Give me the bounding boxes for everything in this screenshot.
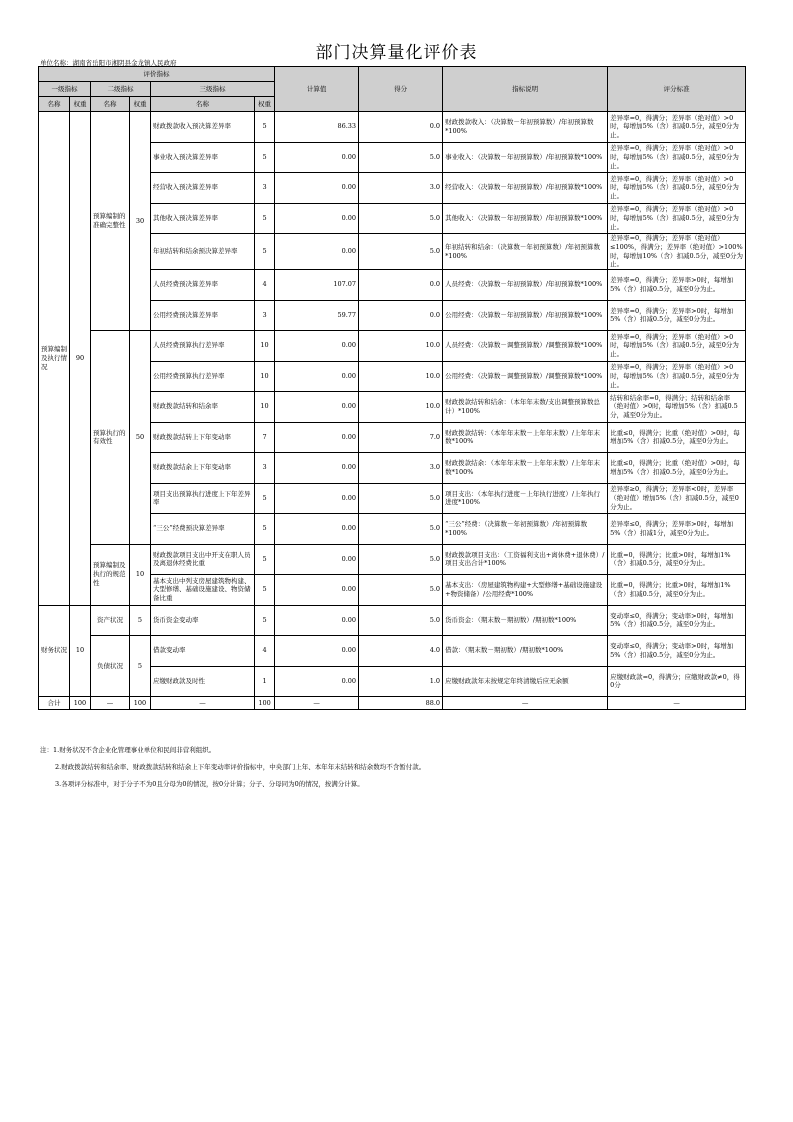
indicator-weight: 7 — [255, 422, 275, 453]
total-l1-weight: 100 — [70, 697, 91, 710]
indicator-description: 财政拨款项目支出：（工资福利支出+离休费+退休费）/项目支出合计*100% — [443, 544, 608, 575]
scoring-standard: 差异率=0，得满分；差异率（绝对值）>0时，每增加5%（含）扣减0.5分，减至0分为止。 — [608, 331, 746, 362]
scoring-standard: 差异率=0，得满分；差异率（绝对值）≤100%，得满分；差异率（绝对值）>100%时，每增加10%（含）扣减0.5分，减至0分为止。 — [608, 234, 746, 270]
indicator-name: 财政拨款结转上下年变动率 — [151, 422, 255, 453]
indicator-weight: 3 — [255, 173, 275, 204]
level2-name: 预算编制的准确完整性 — [91, 112, 130, 331]
score-value: 10.0 — [359, 331, 443, 362]
scoring-standard: 差异率=0，得满分；差异率（绝对值）>0时，每增加5%（含）扣减0.5分，减至0分为止。 — [608, 203, 746, 234]
total-label: 合计 — [39, 697, 70, 710]
footnotes — [40, 742, 425, 793]
scoring-standard: 差异率=0，得满分；差异率（绝对值）>0时，每增加5%（含）扣减0.5分，减至0分为止。 — [608, 173, 746, 204]
calc-value: 0.00 — [275, 331, 359, 362]
total-calc: — — [275, 697, 359, 710]
level2-name: 预算执行的有效性 — [91, 331, 130, 545]
indicator-description: 财政拨款结转：（本年年末数－上年年末数）/上年年末数*100% — [443, 422, 608, 453]
footnote: 3.各项评分标准中，对于分子不为0且分母为0的情况，按0分计算；分子、分母同为0的情况，按满分计算。 — [55, 780, 364, 788]
indicator-weight: 5 — [255, 203, 275, 234]
indicator-weight: 5 — [255, 514, 275, 545]
header-calc-value: 计算值 — [275, 67, 359, 112]
level2-name: 资产状况 — [91, 605, 130, 636]
scoring-standard: 结转和结余率=0，得满分；结转和结余率（绝对值）>0时，每增加5%（含）扣减0.5分，减至0分为止。 — [608, 392, 746, 423]
indicator-name: 财政拨款收入预决算差异率 — [151, 112, 255, 143]
calc-value: 0.00 — [275, 636, 359, 667]
score-value: 0.0 — [359, 112, 443, 143]
indicator-description: 货币资金：（期末数－期初数）/期初数*100% — [443, 605, 608, 636]
calc-value: 59.77 — [275, 300, 359, 331]
calc-value: 0.00 — [275, 234, 359, 270]
header-standard: 评分标准 — [608, 67, 746, 112]
calc-value: 0.00 — [275, 544, 359, 575]
score-value: 3.0 — [359, 173, 443, 204]
indicator-weight: 5 — [255, 575, 275, 606]
indicator-weight: 5 — [255, 483, 275, 514]
score-value: 3.0 — [359, 453, 443, 484]
score-value: 0.0 — [359, 300, 443, 331]
score-value: 5.0 — [359, 483, 443, 514]
indicator-description: 事业收入：（决算数－年初预算数）/年初预算数*100% — [443, 142, 608, 173]
scoring-standard: 变动率≤0，得满分；变动率>0时，每增加5%（含）扣减0.5分，减至0分为止。 — [608, 636, 746, 667]
indicator-description: “三公”经费：（决算数－年初预算数）/年初预算数*100% — [443, 514, 608, 545]
header-l3-name: 名称 — [151, 97, 255, 112]
level2-weight: 10 — [130, 544, 151, 605]
table-row — [39, 112, 746, 143]
indicator-description: 人员经费：（决算数－调整预算数）/调整预算数*100% — [443, 331, 608, 362]
indicator-name: 财政拨款结转和结余率 — [151, 392, 255, 423]
indicator-name: 应缴财政款及时性 — [151, 666, 255, 697]
scoring-standard: 应缴财政款=0，得满分；应缴财政款≠0，得0分 — [608, 666, 746, 697]
calc-value: 86.33 — [275, 112, 359, 143]
indicator-description: 财政拨款结余：（本年年末数－上年年末数）/上年年末数*100% — [443, 453, 608, 484]
score-value: 10.0 — [359, 392, 443, 423]
header-level1: 一级指标 — [39, 82, 91, 97]
indicator-name: 年初结转和结余预决算差异率 — [151, 234, 255, 270]
total-l2-weight: 100 — [130, 697, 151, 710]
indicator-weight: 1 — [255, 666, 275, 697]
table-row — [39, 544, 746, 575]
header-l2-weight: 权重 — [130, 97, 151, 112]
indicator-description: 年初结转和结余：（决算数－年初预算数）/年初预算数*100% — [443, 234, 608, 270]
level1-name: 财务状况 — [39, 605, 70, 697]
indicator-name: 财政拨款项目支出中开支在职人员及离退休经费比重 — [151, 544, 255, 575]
indicator-name: 人员经费预算执行差异率 — [151, 331, 255, 362]
score-value: 7.0 — [359, 422, 443, 453]
header-l3-weight: 权重 — [255, 97, 275, 112]
total-description: — — [443, 697, 608, 710]
level1-weight: 10 — [70, 605, 91, 697]
level2-name: 负债状况 — [91, 636, 130, 697]
score-value: 5.0 — [359, 575, 443, 606]
score-value: 5.0 — [359, 544, 443, 575]
calc-value: 107.07 — [275, 270, 359, 301]
scoring-standard: 差异率≤0，得满分；差异率>0时，每增加5%（含）扣减1分，减至0分为止。 — [608, 514, 746, 545]
calc-value: 0.00 — [275, 392, 359, 423]
footnote: 注：1.财务状况不含企业化管理事业单位和民间非营利组织。 — [40, 746, 216, 754]
calc-value: 0.00 — [275, 173, 359, 204]
table-row — [39, 636, 746, 667]
total-l3-name: — — [151, 697, 255, 710]
indicator-description: 公用经费：（决算数－调整预算数）/调整预算数*100% — [443, 361, 608, 392]
level1-name: 预算编制及执行情况 — [39, 112, 70, 606]
total-l2-name: — — [91, 697, 130, 710]
score-value: 5.0 — [359, 234, 443, 270]
calc-value: 0.00 — [275, 142, 359, 173]
indicator-name: 经营收入预决算差异率 — [151, 173, 255, 204]
footnote: 2.财政拨款结转和结余率、财政拨款结转和结余上下年变动率评价指标中，中央部门上年、本年年末结转和结余数均不含暂付款。 — [55, 763, 426, 771]
indicator-description: 基本支出：（房屋建筑物构建+大型修缮+基础设施建设+物资储备）/公用经费*100% — [443, 575, 608, 606]
calc-value: 0.00 — [275, 514, 359, 545]
calc-value: 0.00 — [275, 605, 359, 636]
calc-value: 0.00 — [275, 453, 359, 484]
header-level3: 三级指标 — [151, 82, 275, 97]
indicator-description: 财政拨款收入：（决算数－年初预算数）/年初预算数*100% — [443, 112, 608, 143]
calc-value: 0.00 — [275, 203, 359, 234]
header-eval-index: 评价指标 — [39, 67, 275, 82]
indicator-name: 项目支出预算执行进度上下年差异率 — [151, 483, 255, 514]
indicator-name: 财政拨款结余上下年变动率 — [151, 453, 255, 484]
scoring-standard: 差异率≥0，得满分；差异率<0时，差异率（绝对值）增加5%（含）扣减0.5分，减至0分为止。 — [608, 483, 746, 514]
page-title: 部门决算量化评价表 — [315, 43, 478, 63]
calc-value: 0.00 — [275, 361, 359, 392]
score-value: 5.0 — [359, 142, 443, 173]
level1-weight: 90 — [70, 112, 91, 606]
level2-weight: 5 — [130, 605, 151, 636]
level2-weight: 30 — [130, 112, 151, 331]
total-l3-weight: 100 — [255, 697, 275, 710]
indicator-name: “三公”经费预决算差异率 — [151, 514, 255, 545]
level2-weight: 5 — [130, 636, 151, 697]
total-row — [39, 697, 746, 710]
scoring-standard: 比重≤0，得满分；比重（绝对值）>0时，每增加5%（含）扣减0.5分，减至0分为止。 — [608, 453, 746, 484]
scoring-standard: 比重≤0，得满分；比重（绝对值）>0时，每增加5%（含）扣减0.5分，减至0分为止。 — [608, 422, 746, 453]
indicator-weight: 10 — [255, 392, 275, 423]
indicator-description: 借款：（期末数－期初数）/期初数*100% — [443, 636, 608, 667]
score-value: 0.0 — [359, 270, 443, 301]
scoring-standard: 差异率=0，得满分；差异率（绝对值）>0时，每增加5%（含）扣减0.5分，减至0分为止。 — [608, 361, 746, 392]
calc-value: 0.00 — [275, 575, 359, 606]
table-row — [39, 331, 746, 362]
indicator-name: 事业收入预决算差异率 — [151, 142, 255, 173]
scoring-standard: 比重=0，得满分；比重>0时，每增加1%（含）扣减0.5分，减至0分为止。 — [608, 544, 746, 575]
indicator-description: 其他收入：（决算数－年初预算数）/年初预算数*100% — [443, 203, 608, 234]
scoring-standard: 差异率=0，得满分；差异率（绝对值）>0时，每增加5%（含）扣减0.5分，减至0分为止。 — [608, 112, 746, 143]
indicator-description: 项目支出：（本年执行进度－上年执行进度）/上年执行进度*100% — [443, 483, 608, 514]
header-level2: 二级指标 — [91, 82, 151, 97]
indicator-name: 基本支出中列支房屋建筑物构建、大型修缮、基础设施建设、物资储备比重 — [151, 575, 255, 606]
score-value: 5.0 — [359, 203, 443, 234]
scoring-standard: 差异率=0，得满分；差异率>0时，每增加5%（含）扣减0.5分，减至0分为止。 — [608, 270, 746, 301]
score-value: 10.0 — [359, 361, 443, 392]
table-row — [39, 605, 746, 636]
indicator-weight: 3 — [255, 300, 275, 331]
indicator-description: 应缴财政款年末按规定年终清缴后应无余额 — [443, 666, 608, 697]
header-l1-name: 名称 — [39, 97, 70, 112]
header-score: 得分 — [359, 67, 443, 112]
header-l2-name: 名称 — [91, 97, 130, 112]
indicator-name: 其他收入预决算差异率 — [151, 203, 255, 234]
calc-value: 0.00 — [275, 483, 359, 514]
indicator-name: 货币资金变动率 — [151, 605, 255, 636]
calc-value: 0.00 — [275, 666, 359, 697]
indicator-weight: 4 — [255, 270, 275, 301]
score-value: 5.0 — [359, 514, 443, 545]
indicator-name: 人员经费预决算差异率 — [151, 270, 255, 301]
indicator-description: 公用经费：（决算数－年初预算数）/年初预算数*100% — [443, 300, 608, 331]
indicator-weight: 5 — [255, 142, 275, 173]
evaluation-table — [38, 66, 746, 710]
score-value: 4.0 — [359, 636, 443, 667]
calc-value: 0.00 — [275, 422, 359, 453]
indicator-description: 经营收入：（决算数－年初预算数）/年初预算数*100% — [443, 173, 608, 204]
header-description: 指标说明 — [443, 67, 608, 112]
total-standard: — — [608, 697, 746, 710]
scoring-standard: 变动率≤0，得满分；变动率>0时，每增加5%（含）扣减0.5分，减至0分为止。 — [608, 605, 746, 636]
level2-weight: 50 — [130, 331, 151, 545]
unit-name-label: 单位名称：湖南省岳阳市湘阴县金龙镇人民政府 — [40, 59, 177, 67]
scoring-standard: 差异率=0，得满分；差异率（绝对值）>0时，每增加5%（含）扣减0.5分，减至0分为止。 — [608, 142, 746, 173]
score-value: 5.0 — [359, 605, 443, 636]
indicator-name: 公用经费预决算差异率 — [151, 300, 255, 331]
indicator-weight: 10 — [255, 331, 275, 362]
scoring-standard: 比重=0，得满分；比重>0时，每增加1%（含）扣减0.5分，减至0分为止。 — [608, 575, 746, 606]
indicator-description: 财政拨款结转和结余：（本年年末数/支出调整预算数总计）*100% — [443, 392, 608, 423]
header-l1-weight: 权重 — [70, 97, 91, 112]
level2-name: 预算编制及执行的规范性 — [91, 544, 130, 605]
total-score: 88.0 — [359, 697, 443, 710]
indicator-weight: 10 — [255, 361, 275, 392]
score-value: 1.0 — [359, 666, 443, 697]
indicator-weight: 5 — [255, 605, 275, 636]
scoring-standard: 差异率=0，得满分；差异率>0时，每增加5%（含）扣减0.5分，减至0分为止。 — [608, 300, 746, 331]
indicator-name: 公用经费预算执行差异率 — [151, 361, 255, 392]
indicator-weight: 4 — [255, 636, 275, 667]
indicator-weight: 5 — [255, 112, 275, 143]
indicator-weight: 5 — [255, 234, 275, 270]
indicator-description: 人员经费：（决算数－年初预算数）/年初预算数*100% — [443, 270, 608, 301]
indicator-name: 借款变动率 — [151, 636, 255, 667]
indicator-weight: 3 — [255, 453, 275, 484]
indicator-weight: 5 — [255, 544, 275, 575]
